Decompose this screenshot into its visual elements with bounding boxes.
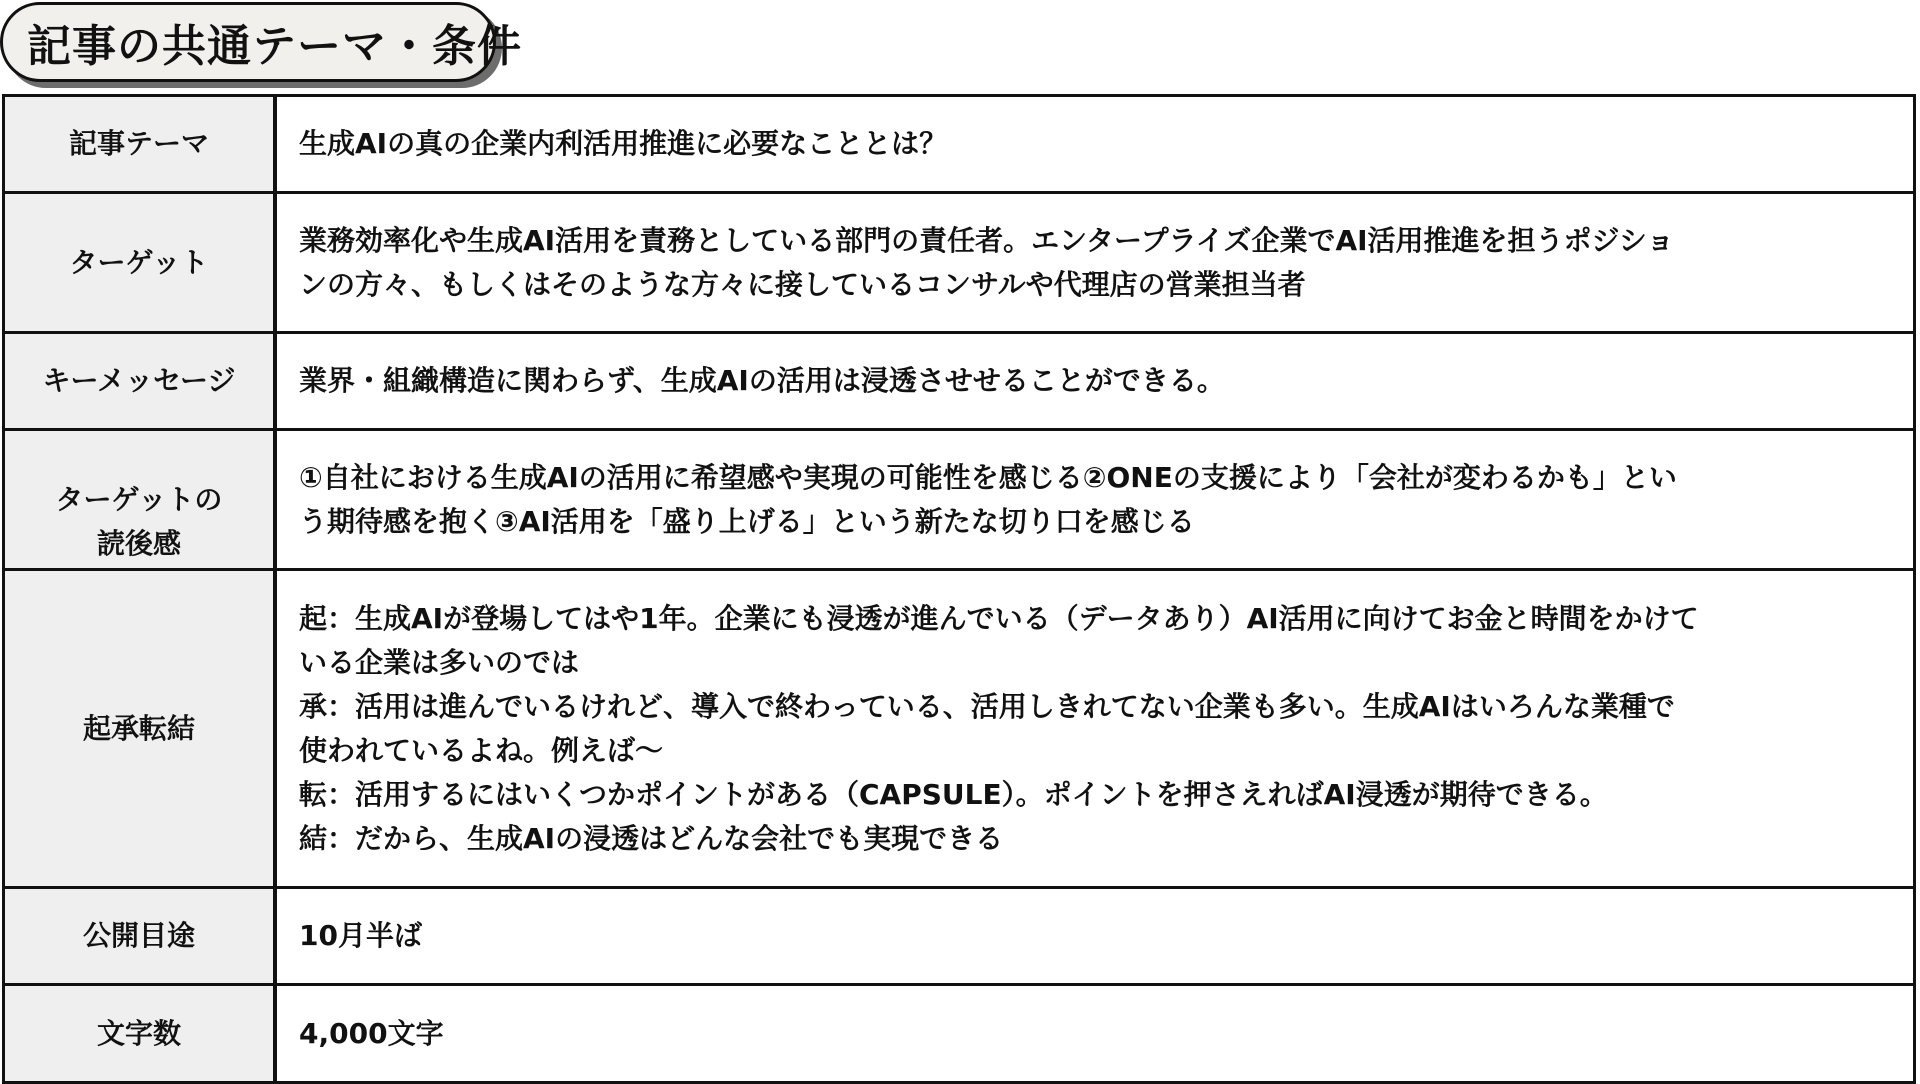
row-value-theme [277,97,1913,191]
row-label-publish-target: 公開目途 [5,889,277,983]
row-value-word-count [277,986,1913,1081]
story-text-line: 結：だから、生成AIの浸透はどんな会社でも実現できる [299,821,1004,855]
table-row-word-count [5,986,1913,1081]
table-row-reader-impression [5,431,1913,571]
story-text-line: 使われているよね。例えば〜 [299,733,664,767]
table-row-theme [5,97,1913,194]
reader-impression-text-line: ①自社における生成AIの活用に希望感や実現の可能性を感じる②ONEの支援により「会社が変わるかも」とい [299,460,1677,494]
table-row-story-structure [5,571,1913,889]
page-title-badge [0,2,522,82]
reader-impression-text-line: う期待感を抱く③AI活用を「盛り上げる」という新たな切り口を感じる [299,504,1195,538]
target-text-line: ンの方々、もしくはそのような方々に接しているコンサルや代理店の営業担当者 [299,267,1306,301]
page-title: 記事の共通テーマ・条件 [27,21,522,72]
reader-impression-label-line: ターゲットの [55,482,223,516]
row-value-reader-impression [277,431,1913,568]
story-text-line: いる企業は多いのでは [299,645,580,679]
row-label-target: ターゲット [5,194,277,331]
table-row-target [5,194,1913,334]
row-label-key-message: キーメッセージ [5,334,277,428]
row-value-target [277,194,1913,331]
story-text-line: 転：活用するにはいくつかポイントがある（CAPSULE）。ポイントを押さえればAI浸透が期待できる。 [299,777,1608,811]
reader-impression-label-line: 読後感 [96,526,181,560]
table-row-key-message [5,334,1913,431]
key-message-text: 業界・組織構造に関わらず、生成AIの活用は浸透させせることができる。 [299,364,1225,397]
publish-target-text: 10月半ば [299,919,422,952]
row-value-publish-target [277,889,1913,983]
row-label-reader-impression [5,431,277,568]
row-label-word-count: 文字数 [5,986,277,1081]
target-text-line: 業務効率化や生成AI活用を責務としている部門の責任者。エンタープライズ企業でAI活用推進を担うポジショ [299,223,1675,257]
story-text-line: 起：生成AIが登場してはや1年。企業にも浸透が進んでいる（データあり）AI活用に向けてお金と時間をかけて [299,601,1699,635]
theme-text: 生成AIの真の企業内利活用推進に必要なこととは？ [299,127,948,160]
table-row-publish-target [5,889,1913,986]
row-label-story-structure: 起承転結 [5,571,277,886]
row-label-theme: 記事テーマ [5,97,277,191]
conditions-table [2,94,1916,1084]
story-text-line: 承：活用は進んでいるけれど、導入で終わっている、活用しきれてない企業も多い。生成AIはいろんな業種で [299,689,1675,723]
word-count-text: 4,000文字 [299,1016,444,1050]
row-value-key-message [277,334,1913,428]
row-value-story-structure [277,571,1913,886]
